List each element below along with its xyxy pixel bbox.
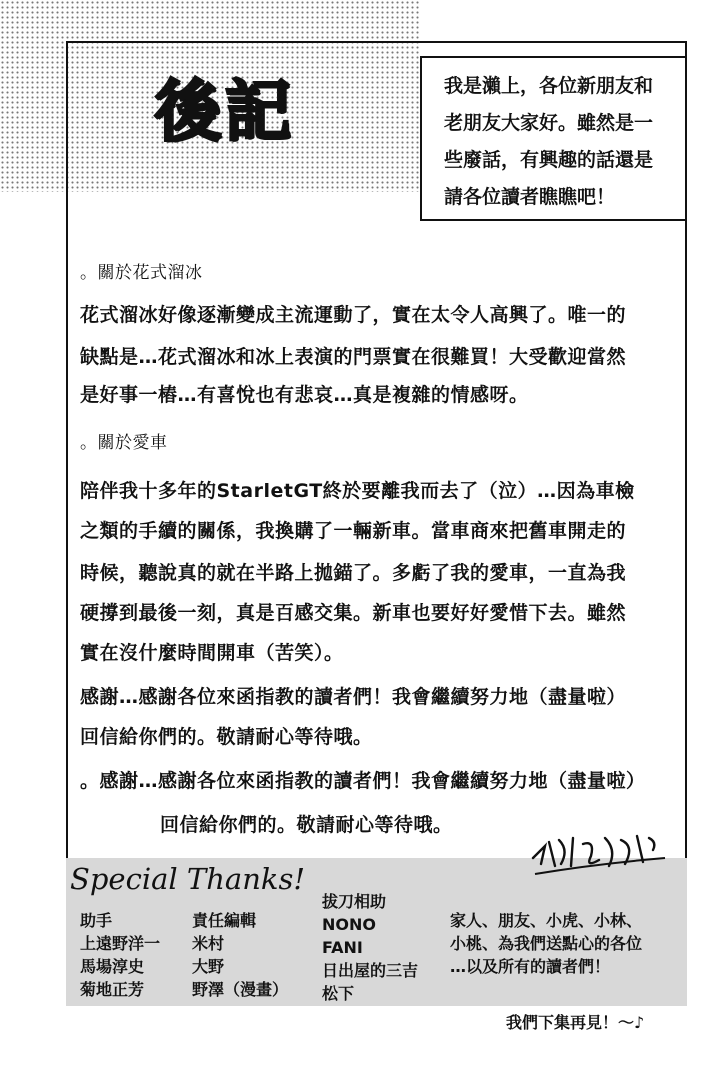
thanks-item: 馬場淳史	[80, 957, 145, 976]
body-line: 缺點是…花式溜冰和冰上表演的門票實在很難買！大受歡迎當然	[80, 346, 627, 368]
body-line: 硬撐到最後一刻，真是百感交集。新車也要好好愛惜下去。雖然	[80, 602, 627, 624]
closing-line: 我們下集再見！～♪	[506, 1013, 645, 1032]
thanks-item: 大野	[192, 957, 225, 976]
thanks-item: 日出屋的三吉	[322, 961, 419, 980]
thanks-item: 責任編輯	[192, 911, 257, 930]
body-line: 花式溜冰好像逐漸變成主流運動了，實在太令人高興了。唯一的	[80, 304, 627, 326]
greeting-line: 些廢話，有興趣的話還是	[444, 149, 654, 171]
thanks-item: 拔刀相助	[322, 892, 387, 911]
thanks-item: FANI	[322, 938, 363, 957]
thanks-item: 米村	[192, 934, 225, 953]
special-thanks-title: Special Thanks!	[70, 862, 305, 896]
body-line: 。感謝…感謝各位來函指教的讀者們！我會繼續努力地（盡量啦）	[80, 770, 646, 792]
body-line: 陪伴我十多年的StarletGT終於要離我而去了（泣）…因為車檢	[80, 480, 635, 502]
thanks-column-editors	[192, 909, 288, 1001]
thanks-item: 松下	[322, 984, 355, 1003]
thanks-item: 野澤（漫畫）	[192, 980, 289, 999]
body-line: 時候，聽說真的就在半路上拋錨了。多虧了我的愛車，一直為我	[80, 562, 627, 584]
greeting-line: 請各位讀者瞧瞧吧！	[444, 186, 616, 208]
thanks-item: …以及所有的讀者們！	[450, 957, 611, 976]
handwritten-signature	[525, 820, 675, 880]
page-title: 後記	[155, 73, 295, 150]
thanks-column-family	[450, 909, 642, 978]
thanks-item: 上遠野洋一	[80, 934, 161, 953]
greeting-line: 我是瀨上，各位新朋友和	[444, 75, 654, 97]
thanks-column-assistants	[80, 909, 160, 1001]
thanks-column-helpers	[322, 890, 418, 1005]
thanks-item: NONO	[322, 915, 376, 934]
body-line: 之類的手續的關係，我換購了一輛新車。當車商來把舊車開走的	[80, 520, 627, 542]
greeting-box	[420, 56, 685, 221]
body-line: 回信給你們的。敬請耐心等待哦。	[80, 726, 373, 748]
body-line: 是好事一樁…有喜悅也有悲哀…真是複雜的情感呀。	[80, 384, 529, 406]
greeting-line: 老朋友大家好。雖然是一	[444, 112, 654, 134]
body-line: 感謝…感謝各位來函指教的讀者們！我會繼續努力地（盡量啦）	[80, 686, 627, 708]
thanks-item: 助手	[80, 911, 113, 930]
body-line: 實在沒什麼時間開車（苦笑）。	[80, 642, 344, 664]
body-line: 回信給你們的。敬請耐心等待哦。	[160, 814, 453, 836]
section-heading-car: 。關於愛車	[80, 433, 168, 453]
thanks-item: 菊地正芳	[80, 980, 145, 999]
thanks-item: 小桃、為我們送點心的各位	[450, 934, 643, 953]
thanks-item: 家人、朋友、小虎、小林、	[450, 911, 643, 930]
section-heading-skating: 。關於花式溜冰	[80, 263, 203, 283]
